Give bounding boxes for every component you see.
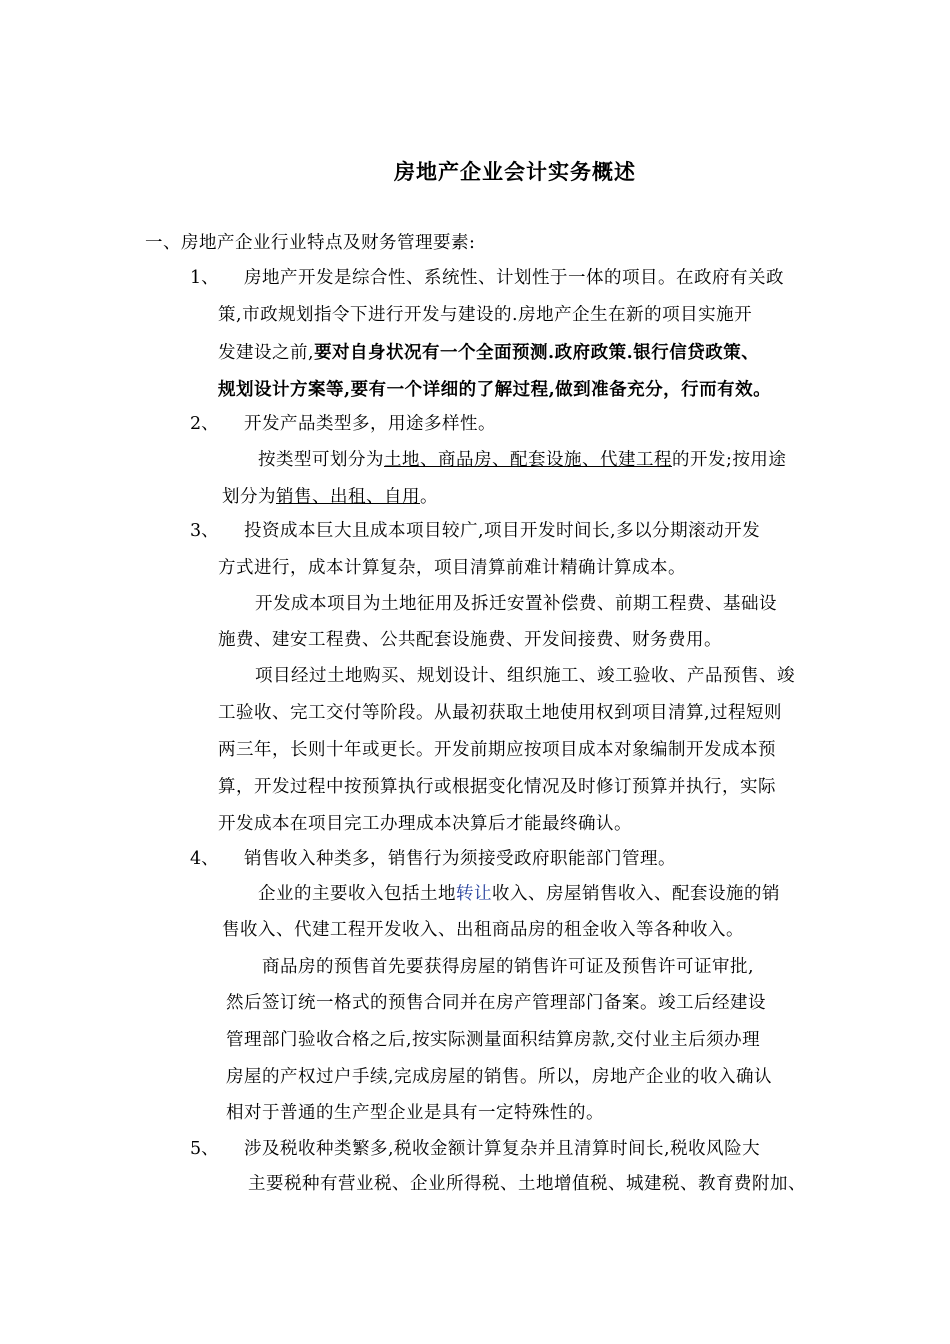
paragraph-line: 企业的主要收入包括土地转让收入、房屋销售收入、配套设施的销 xyxy=(258,884,780,904)
paragraph-line: 工验收、完工交付等阶段。从最初获取土地使用权到项目清算,过程短则 xyxy=(218,703,783,723)
paragraph-line: 涉及税收种类繁多,税收金额计算复杂并且清算时间长,税收风险大 xyxy=(244,1139,761,1159)
paragraph-line: 主要税种有营业税、企业所得税、土地增值税、城建税、教育费附加、 xyxy=(248,1174,806,1194)
paragraph-line: 算，开发过程中按预算执行或根据变化情况及时修订预算并执行，实际 xyxy=(218,777,776,797)
paragraph-line: 管理部门验收合格之后,按实际测量面积结算房款,交付业主后须办理 xyxy=(226,1030,761,1050)
paragraph-line: 发建设之前,要对自身状况有一个全面预测.政府政策.银行信贷政策、 xyxy=(218,343,760,363)
item-number: 2、 xyxy=(190,414,219,434)
paragraph-line: 房地产开发是综合性、系统性、计划性于一体的项目。在政府有关政 xyxy=(244,268,784,288)
paragraph-line: 投资成本巨大且成本项目较广,项目开发时间长,多以分期滚动开发 xyxy=(244,521,761,541)
paragraph-line: 开发成本项目为土地征用及拆迁安置补偿费、前期工程费、基础设 xyxy=(255,594,777,614)
paragraph-line: 方式进行，成本计算复杂，项目清算前难计精确计算成本。 xyxy=(218,558,686,578)
paragraph-line: 施费、建安工程费、公共配套设施费、开发间接费、财务费用。 xyxy=(218,630,722,650)
item-number: 4、 xyxy=(190,849,219,869)
section-heading: 一、房地产企业行业特点及财务管理要素: xyxy=(145,233,476,253)
paragraph-line: 开发产品类型多，用途多样性。 xyxy=(244,414,496,434)
paragraph-line: 然后签订统一格式的预售合同并在房产管理部门备案。竣工后经建设 xyxy=(226,993,766,1013)
paragraph-line: 按类型可划分为土地、商品房、配套设施、代建工程的开发;按用途 xyxy=(258,450,787,470)
paragraph-line: 售收入、代建工程开发收入、出租商品房的租金收入等各种收入。 xyxy=(222,920,744,940)
paragraph-line: 划分为销售、出租、自用。 xyxy=(222,487,438,507)
paragraph-line: 房屋的产权过户手续,完成房屋的销售。所以，房地产企业的收入确认 xyxy=(226,1067,773,1087)
item-number: 1、 xyxy=(190,268,219,288)
paragraph-line: 项目经过土地购买、规划设计、组织施工、竣工验收、产品预售、竣 xyxy=(255,666,795,686)
document-title: 房地产企业会计实务概述 xyxy=(394,160,636,184)
paragraph-line: 策,市政规划指令下进行开发与建设的.房地产企生在新的项目实施开 xyxy=(218,305,753,325)
paragraph-line: 规划设计方案等,要有一个详细的了解过程,做到准备充分，行而有效。 xyxy=(218,380,772,400)
paragraph-line: 销售收入种类多，销售行为须接受政府职能部门管理。 xyxy=(244,849,676,869)
paragraph-line: 两三年，长则十年或更长。开发前期应按项目成本对象编制开发成本预 xyxy=(218,740,776,760)
paragraph-line: 相对于普通的生产型企业是具有一定特殊性的。 xyxy=(226,1103,604,1123)
item-number: 5、 xyxy=(190,1139,219,1159)
paragraph-line: 开发成本在项目完工办理成本决算后才能最终确认。 xyxy=(218,814,632,834)
paragraph-line: 商品房的预售首先要获得房屋的销售许可证及预售许可证审批, xyxy=(262,957,755,977)
item-number: 3、 xyxy=(190,521,219,541)
